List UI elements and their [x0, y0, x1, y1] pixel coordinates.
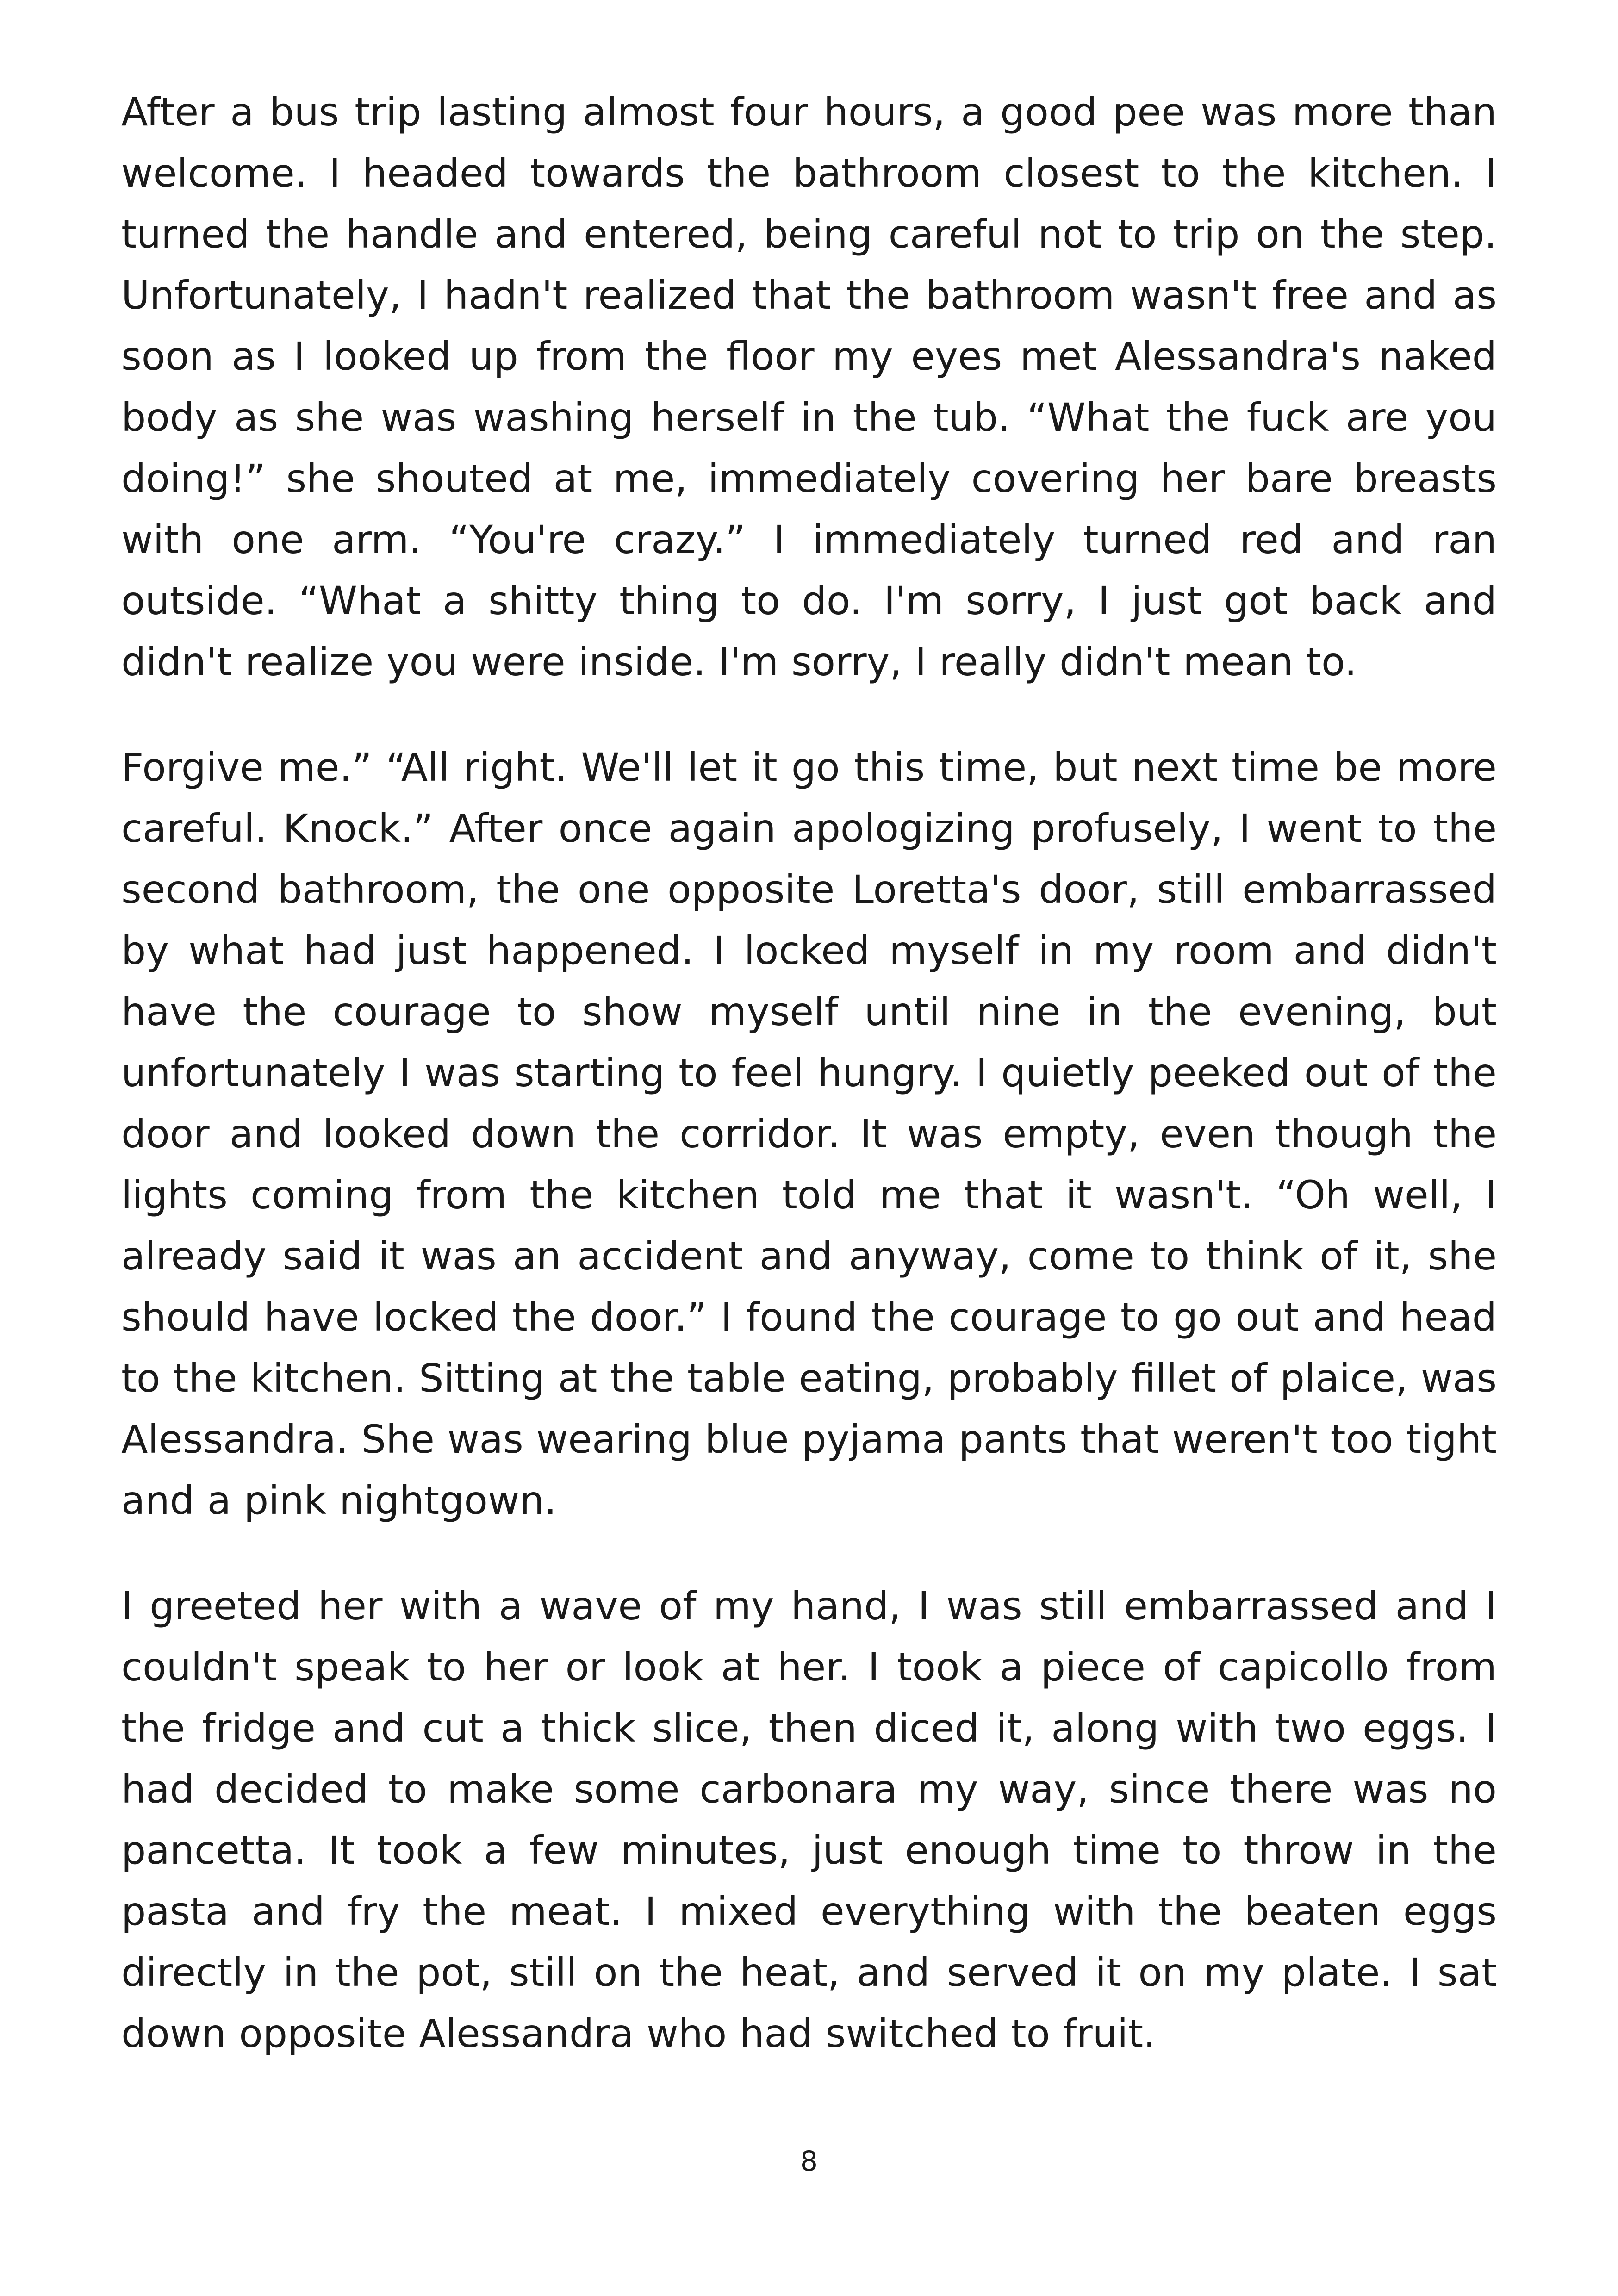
page-number: 8	[800, 2145, 818, 2178]
paragraph-1: After a bus trip lasting almost four hours, a good pee was more than welcome. I headed towards the bathroom closest to the kitchen. I turned the handle and entered, being careful not to trip on the step. Unfortunately, I hadn't realized that the bathroom wasn't free and as soon as I looked up from the floor my eyes met Alessandra's naked body as she was washing herself in the tub. “What the fuck are you doing!” she shouted at me, immediately covering her bare breasts with one arm. “You're crazy.” I immediately turned red and ran outside. “What a shitty thing to do. I'm sorry, I just got back and didn't realize you were inside. I'm sorry, I really didn't mean to.	[121, 89, 1497, 684]
body-text	[121, 81, 1497, 2109]
paragraph-3: I greeted her with a wave of my hand, I was still embarrassed and I couldn't speak to her or look at her. I took a piece of capicollo from the fridge and cut a thick slice, then diced it, along with two eggs. I had decided to make some carbonara my way, since there was no pancetta. It took a few minutes, just enough time to throw in the pasta and fry the meat. I mixed everything with the beaten eggs directly in the pot, still on the heat, and served it on my plate. I sat down opposite Alessandra who had switched to fruit.	[121, 1583, 1497, 2056]
paragraph-2: Forgive me.” “All right. We'll let it go this time, but next time be more careful. Knock.” After once again apologizing profusely, I went to the second bathroom, the one opposite Loretta's door, still embarrassed by what had just happened. I locked myself in my room and didn't have the courage to show myself until nine in the evening, but unfortunately I was starting to feel hungry. I quietly peeked out of the door and looked down the corridor. It was empty, even though the lights coming from the kitchen told me that it wasn't. “Oh well, I already said it was an accident and anyway, come to think of it, she should have locked the door.” I found the courage to go out and head to the kitchen. Sitting at the table eating, probably fillet of plaice, was Alessandra. She was wearing blue pyjama pants that weren't too tight and a pink nightgown.	[121, 745, 1497, 1523]
